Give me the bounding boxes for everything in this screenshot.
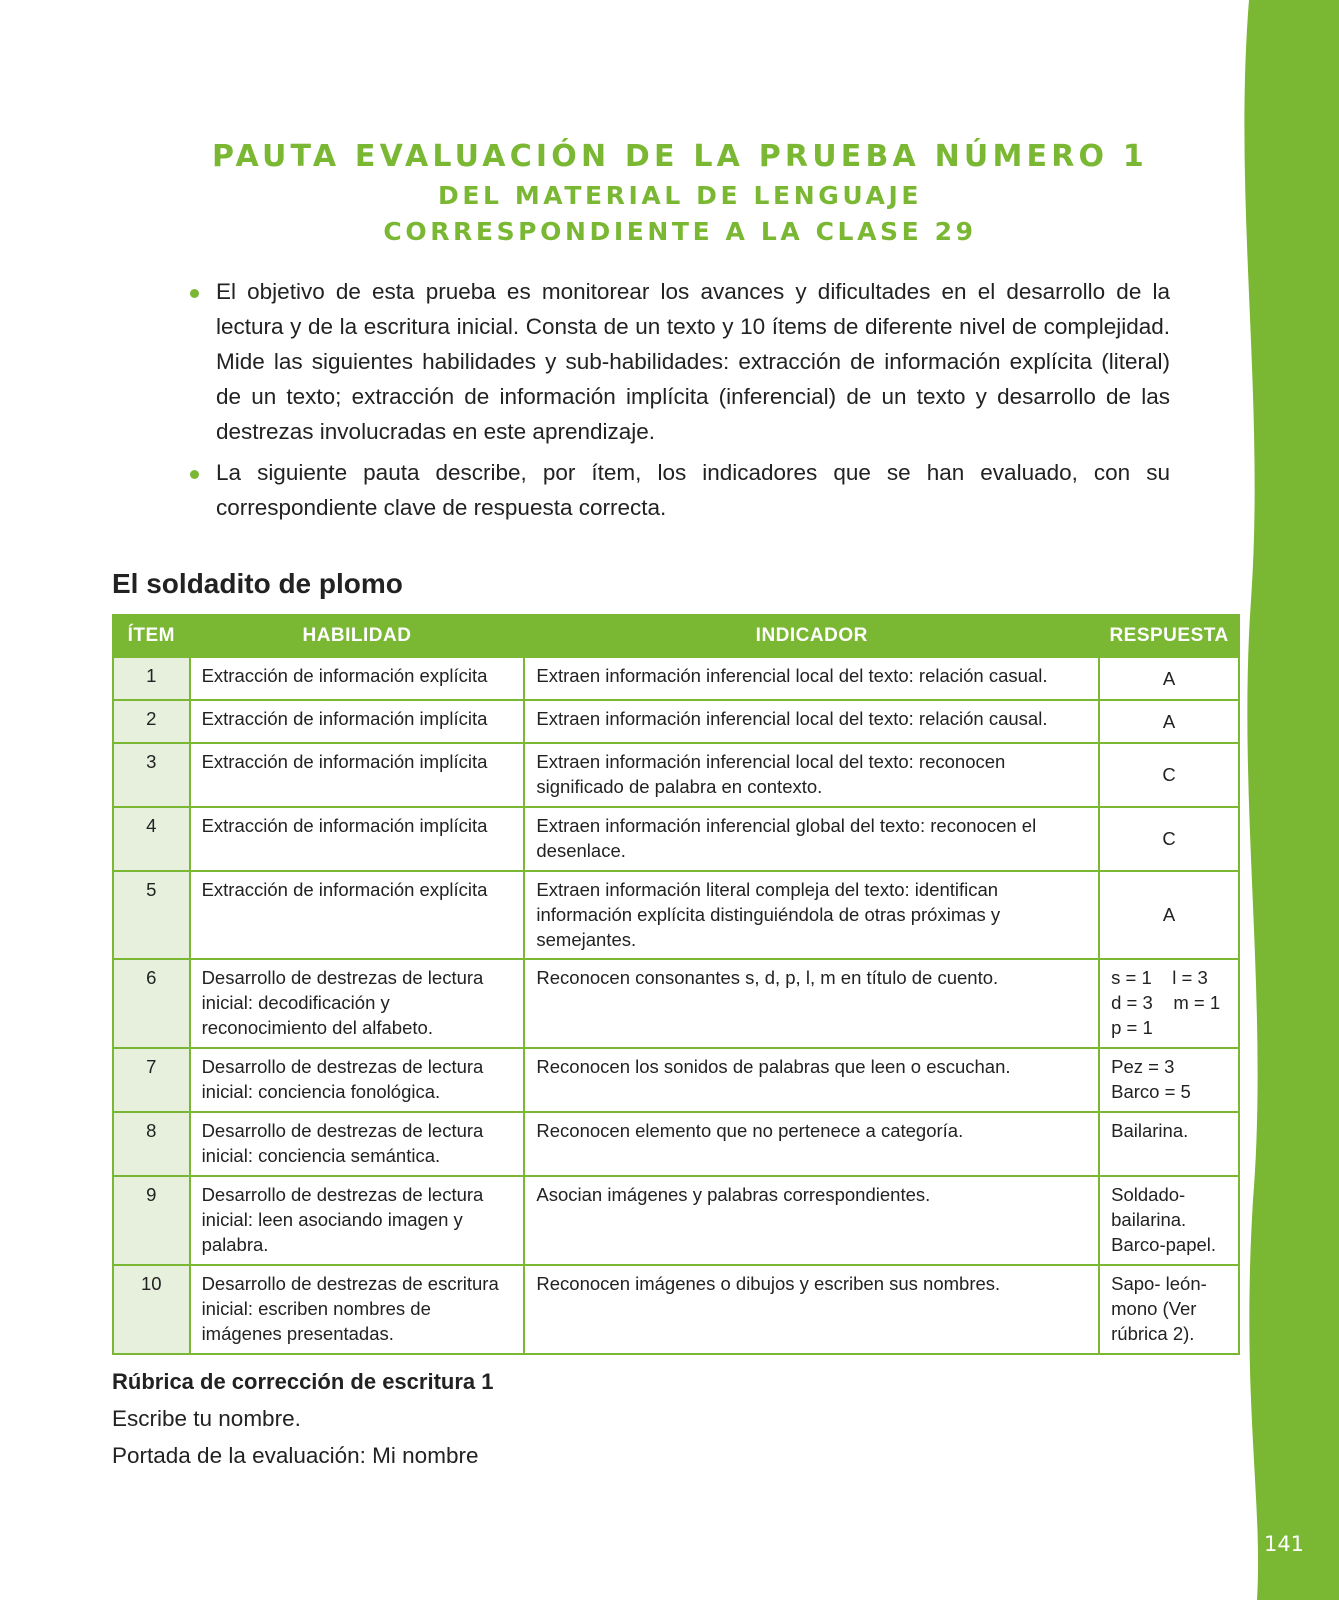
page-number: 141 [1263, 1532, 1305, 1556]
indicador-cell: Reconocen los sonidos de palabras que leen o escuchan. [524, 1048, 1099, 1112]
intro-bullet-list [190, 274, 1170, 531]
column-header-respuesta: RESPUESTA [1099, 615, 1239, 657]
item-number-cell: 3 [113, 743, 190, 807]
intro-bullet-text: El objetivo de esta prueba es monitorear los avances y dificultades en el desarrollo de la lectura y de la escritura inicial. Consta de un texto y 10 ítems de diferente nivel de complejidad. Mide las siguientes habilidades y sub-habilidades: extracción de información explícita (literal) de un texto; extracción de información implícita (inferencial) de un texto y desarrollo de las destrezas involucradas en este aprendizaje. [216, 279, 1170, 444]
habilidad-cell: Extracción de información implícita [190, 700, 525, 743]
respuesta-cell [1099, 1112, 1239, 1176]
item-number-cell: 6 [113, 959, 190, 1048]
indicador-cell: Reconocen consonantes s, d, p, l, m en título de cuento. [524, 959, 1099, 1048]
item-number-cell: 4 [113, 807, 190, 871]
respuesta-line: Soldado- [1111, 1184, 1186, 1205]
habilidad-cell: Desarrollo de destrezas de escritura inicial: escriben nombres de imágenes presentadas. [190, 1265, 525, 1354]
indicador-cell: Asocian imágenes y palabras correspondientes. [524, 1176, 1099, 1265]
bullet-dot-icon [190, 289, 199, 298]
respuesta-line: mono (Ver [1111, 1298, 1197, 1319]
table-row [113, 871, 1239, 959]
intro-bullet-item [190, 274, 1170, 449]
respuesta-cell [1099, 657, 1239, 700]
table-row [113, 807, 1239, 871]
habilidad-cell: Extracción de información implícita [190, 807, 525, 871]
indicador-cell: Extraen información inferencial global del texto: reconocen el desenlace. [524, 807, 1099, 871]
respuesta-line: Barco-papel. [1111, 1234, 1217, 1255]
table-row [113, 1048, 1239, 1112]
respuesta-line: s = 1 l = 3 [1111, 967, 1208, 988]
table-row [113, 1176, 1239, 1265]
item-number-cell: 7 [113, 1048, 190, 1112]
indicador-cell: Extraen información inferencial local del texto: reconocen significado de palabra en contexto. [524, 743, 1099, 807]
bullet-dot-icon [190, 470, 199, 479]
title-line-1: PAUTA EVALUACIÓN DE LA PRUEBA NÚMERO 1 [212, 139, 1148, 174]
respuesta-line: Pez = 3 [1111, 1056, 1175, 1077]
title-line-3: CORRESPONDIENTE A LA CLASE 29 [383, 217, 977, 246]
table-row [113, 700, 1239, 743]
habilidad-cell: Extracción de información implícita [190, 743, 525, 807]
habilidad-cell: Extracción de información explícita [190, 657, 525, 700]
item-number-cell: 1 [113, 657, 190, 700]
respuesta-line: A [1162, 710, 1176, 732]
item-number-cell: 8 [113, 1112, 190, 1176]
table-header-row [113, 615, 1239, 657]
indicador-cell: Extraen información inferencial local del texto: relación causal. [524, 700, 1099, 743]
respuesta-line: p = 1 [1111, 1017, 1153, 1038]
column-header-item: ÍTEM [113, 615, 190, 657]
respuesta-line: C [1162, 828, 1176, 849]
respuesta-cell [1099, 871, 1239, 959]
rubrica-section [112, 1368, 494, 1478]
section-title: El soldadito de plomo [112, 568, 403, 599]
respuesta-cell [1099, 743, 1239, 807]
respuesta-line: Barco = 5 [1111, 1081, 1191, 1102]
page-title [180, 136, 1180, 250]
respuesta-cell [1099, 807, 1239, 871]
respuesta-line: bailarina. [1111, 1209, 1187, 1230]
respuesta-line: rúbrica 2). [1111, 1323, 1195, 1344]
respuesta-cell [1099, 1176, 1239, 1265]
intro-bullet-text: La siguiente pauta describe, por ítem, los indicadores que se han evaluado, con su correspondiente clave de respuesta correcta. [216, 460, 1170, 520]
respuesta-cell [1099, 1265, 1239, 1354]
respuesta-line: A [1162, 667, 1176, 689]
indicador-cell: Reconocen elemento que no pertenece a categoría. [524, 1112, 1099, 1176]
habilidad-cell: Desarrollo de destrezas de lectura inicial: leen asociando imagen y palabra. [190, 1176, 525, 1265]
respuesta-cell [1099, 959, 1239, 1048]
habilidad-cell: Desarrollo de destrezas de lectura inicial: conciencia semántica. [190, 1112, 525, 1176]
respuesta-cell [1099, 700, 1239, 743]
rubrica-heading: Rúbrica de corrección de escritura 1 [112, 1369, 494, 1394]
evaluation-table [112, 614, 1240, 1355]
rubrica-line-2: Portada de la evaluación: Mi nombre [112, 1443, 479, 1468]
habilidad-cell: Desarrollo de destrezas de lectura inicial: decodificación y reconocimiento del alfabeto. [190, 959, 525, 1048]
respuesta-line: d = 3 m = 1 [1111, 992, 1221, 1013]
indicador-cell: Extraen información literal compleja del texto: identifican información explícita distinguiéndola de otras próximas y semejantes. [524, 871, 1099, 959]
respuesta-line: Sapo- león- [1111, 1273, 1207, 1294]
column-header-indicador: INDICADOR [524, 615, 1099, 657]
habilidad-cell: Desarrollo de destrezas de lectura inicial: conciencia fonológica. [190, 1048, 525, 1112]
respuesta-line: C [1162, 764, 1176, 785]
table-row [113, 657, 1239, 700]
table-row [113, 959, 1239, 1048]
indicador-cell: Extraen información inferencial local del texto: relación casual. [524, 657, 1099, 700]
item-number-cell: 10 [113, 1265, 190, 1354]
table-row [113, 743, 1239, 807]
title-line-2: DEL MATERIAL DE LENGUAJE [437, 181, 923, 210]
table-body [113, 657, 1239, 1354]
table-row [113, 1265, 1239, 1354]
habilidad-cell: Extracción de información explícita [190, 871, 525, 959]
intro-bullet-item [190, 455, 1170, 525]
column-header-habilidad: HABILIDAD [190, 615, 525, 657]
item-number-cell: 9 [113, 1176, 190, 1265]
item-number-cell: 2 [113, 700, 190, 743]
respuesta-line: Bailarina. [1111, 1120, 1189, 1141]
item-number-cell: 5 [113, 871, 190, 959]
table-row [113, 1112, 1239, 1176]
indicador-cell: Reconocen imágenes o dibujos y escriben sus nombres. [524, 1265, 1099, 1354]
page-side-band [1239, 0, 1339, 1600]
respuesta-cell [1099, 1048, 1239, 1112]
rubrica-line-1: Escribe tu nombre. [112, 1406, 301, 1431]
respuesta-line: A [1162, 904, 1176, 925]
